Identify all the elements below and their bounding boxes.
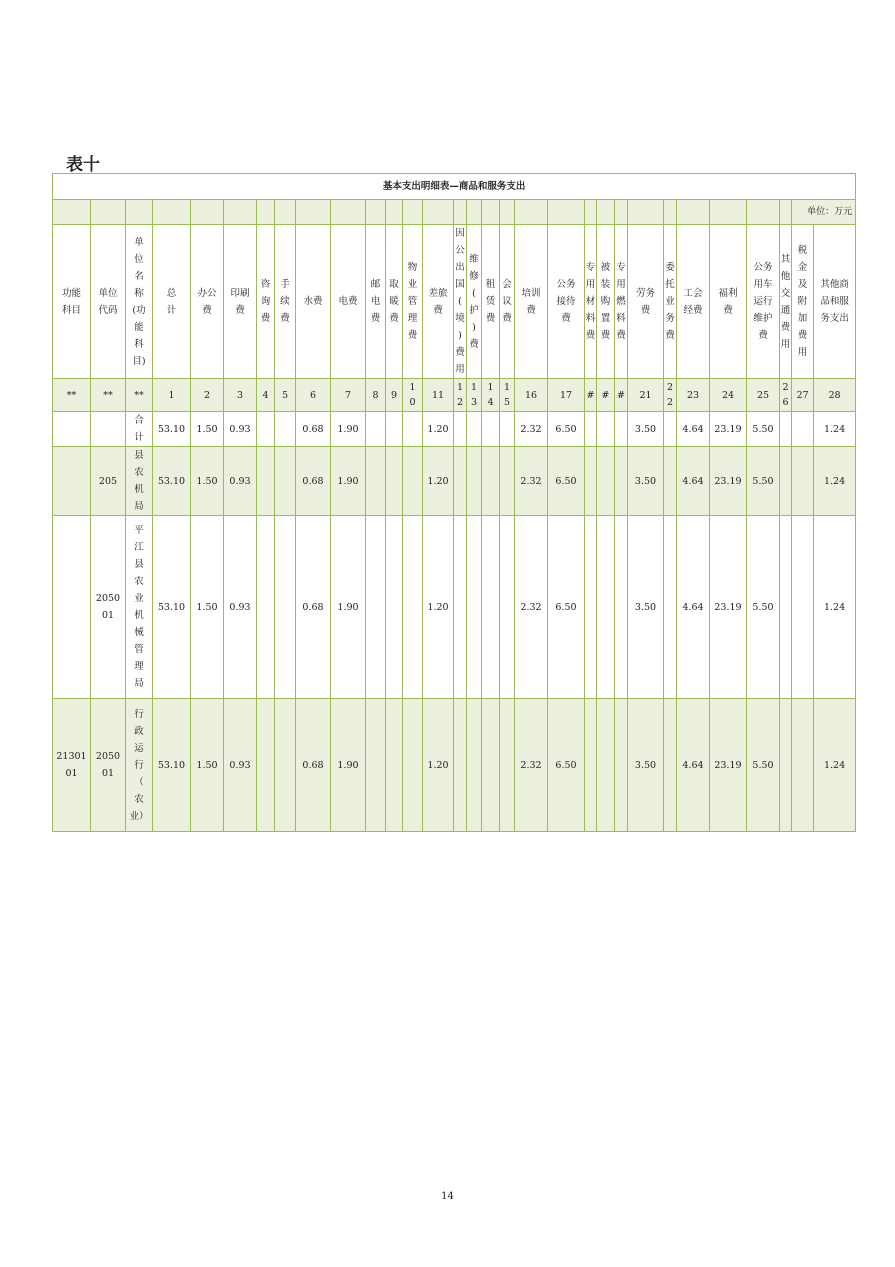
unit-name: 平 江 县 农 业 机 械 管 理 局 — [126, 516, 153, 699]
column-number: 11 — [423, 379, 454, 412]
value-cell — [403, 699, 423, 832]
value-cell: 1.90 — [331, 447, 366, 516]
value-cell — [792, 699, 814, 832]
value-cell: 1.50 — [191, 447, 224, 516]
column-header: 手 续 费 — [275, 225, 296, 379]
column-number: 9 — [386, 379, 403, 412]
value-cell: 1.90 — [331, 699, 366, 832]
column-number: 1 2 — [454, 379, 467, 412]
column-header: 工会 经费 — [677, 225, 710, 379]
value-cell: 0.93 — [224, 447, 257, 516]
value-cell — [597, 699, 615, 832]
blank-cell — [275, 200, 296, 225]
blank-cell — [386, 200, 403, 225]
value-cell: 1.50 — [191, 516, 224, 699]
value-cell — [454, 516, 467, 699]
value-cell — [366, 447, 386, 516]
value-cell — [792, 412, 814, 447]
value-cell: 1.24 — [814, 516, 856, 699]
value-cell: 2.32 — [515, 447, 548, 516]
column-header: 租 赁 费 — [482, 225, 500, 379]
column-header: 公务 用车 运行 维护 费 — [747, 225, 780, 379]
value-cell: 1.24 — [814, 412, 856, 447]
value-cell: 6.50 — [548, 699, 585, 832]
blank-cell — [91, 200, 126, 225]
value-cell: 0.93 — [224, 699, 257, 832]
value-cell — [454, 412, 467, 447]
value-cell — [597, 447, 615, 516]
value-cell — [257, 412, 275, 447]
column-header: 取 暖 费 — [386, 225, 403, 379]
value-cell — [664, 699, 677, 832]
column-number: 1 5 — [500, 379, 515, 412]
column-number: 5 — [275, 379, 296, 412]
value-cell — [482, 699, 500, 832]
column-number: 27 — [792, 379, 814, 412]
value-cell — [403, 516, 423, 699]
value-cell: 0.93 — [224, 516, 257, 699]
blank-cell — [500, 200, 515, 225]
function-code — [53, 516, 91, 699]
table-row — [53, 699, 856, 832]
value-cell: 3.50 — [628, 699, 664, 832]
value-cell — [257, 447, 275, 516]
unit-name: 行 政 运 行 （ 农 业） — [126, 699, 153, 832]
blank-cell — [296, 200, 331, 225]
value-cell — [585, 699, 597, 832]
blank-cell — [482, 200, 500, 225]
unit-code: 2050 01 — [91, 516, 126, 699]
column-header: 其 他 交 通 费 用 — [780, 225, 792, 379]
value-cell — [482, 516, 500, 699]
value-cell: 1.90 — [331, 412, 366, 447]
column-header: 因 公 出 国 ( 境 ) 费 用 — [454, 225, 467, 379]
value-cell — [482, 412, 500, 447]
blank-cell — [628, 200, 664, 225]
column-header: 邮 电 费 — [366, 225, 386, 379]
value-cell — [780, 699, 792, 832]
column-number: 3 — [224, 379, 257, 412]
value-cell: 2.32 — [515, 412, 548, 447]
unit-name: 县 农 机 局 — [126, 447, 153, 516]
column-number: 1 — [153, 379, 191, 412]
title-row — [53, 174, 856, 200]
value-cell: 3.50 — [628, 516, 664, 699]
column-number: ** — [126, 379, 153, 412]
value-cell: 4.64 — [677, 412, 710, 447]
column-number: # — [585, 379, 597, 412]
value-cell — [597, 412, 615, 447]
column-header: 维 修 ( 护 ) 费 — [467, 225, 482, 379]
column-header: 专 用 燃 料 费 — [615, 225, 628, 379]
value-cell — [386, 412, 403, 447]
table-row — [53, 447, 856, 516]
column-number: 17 — [548, 379, 585, 412]
value-cell — [615, 516, 628, 699]
value-cell: 5.50 — [747, 516, 780, 699]
blank-cell — [597, 200, 615, 225]
value-cell — [257, 699, 275, 832]
blank-cell — [454, 200, 467, 225]
header-row — [53, 225, 856, 379]
column-number: # — [615, 379, 628, 412]
value-cell — [386, 699, 403, 832]
value-cell: 0.68 — [296, 516, 331, 699]
value-cell — [386, 516, 403, 699]
value-cell: 5.50 — [747, 447, 780, 516]
value-cell: 53.10 — [153, 412, 191, 447]
value-cell: 5.50 — [747, 699, 780, 832]
column-number: 2 6 — [780, 379, 792, 412]
value-cell — [454, 699, 467, 832]
value-cell: 23.19 — [710, 412, 747, 447]
column-number: 2 2 — [664, 379, 677, 412]
blank-cell — [585, 200, 597, 225]
value-cell — [275, 447, 296, 516]
unit-code — [91, 412, 126, 447]
value-cell: 23.19 — [710, 447, 747, 516]
value-cell — [467, 516, 482, 699]
blank-cell — [664, 200, 677, 225]
column-number: 8 — [366, 379, 386, 412]
value-cell: 1.20 — [423, 699, 454, 832]
value-cell: 4.64 — [677, 699, 710, 832]
blank-cell — [331, 200, 366, 225]
column-header: 其他商 品和服 务支出 — [814, 225, 856, 379]
value-cell: 4.64 — [677, 447, 710, 516]
value-cell — [780, 412, 792, 447]
page-number: 14 — [441, 1191, 454, 1202]
column-number: 25 — [747, 379, 780, 412]
table-row — [53, 412, 856, 447]
column-number: 1 4 — [482, 379, 500, 412]
value-cell — [366, 412, 386, 447]
value-cell — [467, 699, 482, 832]
function-code — [53, 447, 91, 516]
column-header: 办公 费 — [191, 225, 224, 379]
unit-label: 单位：万元 — [792, 200, 856, 225]
function-code: 21301 01 — [53, 699, 91, 832]
value-cell — [366, 699, 386, 832]
blank-cell — [153, 200, 191, 225]
unit-row — [53, 200, 856, 225]
column-header: 会 议 费 — [500, 225, 515, 379]
value-cell — [780, 447, 792, 516]
value-cell: 23.19 — [710, 699, 747, 832]
column-number: 16 — [515, 379, 548, 412]
value-cell — [500, 447, 515, 516]
value-cell: 0.68 — [296, 447, 331, 516]
function-code — [53, 412, 91, 447]
blank-cell — [224, 200, 257, 225]
column-header: 水费 — [296, 225, 331, 379]
value-cell — [597, 516, 615, 699]
column-number: 28 — [814, 379, 856, 412]
value-cell — [780, 516, 792, 699]
value-cell — [500, 699, 515, 832]
table-row — [53, 516, 856, 699]
column-number: 2 — [191, 379, 224, 412]
value-cell — [257, 516, 275, 699]
expenditure-table — [52, 173, 856, 832]
value-cell: 1.24 — [814, 447, 856, 516]
value-cell — [275, 699, 296, 832]
value-cell — [664, 447, 677, 516]
value-cell — [403, 447, 423, 516]
value-cell: 1.20 — [423, 516, 454, 699]
column-number: 6 — [296, 379, 331, 412]
value-cell — [275, 412, 296, 447]
value-cell: 4.64 — [677, 516, 710, 699]
column-header: 物 业 管 理 费 — [403, 225, 423, 379]
unit-code: 2050 01 — [91, 699, 126, 832]
blank-cell — [515, 200, 548, 225]
value-cell — [482, 447, 500, 516]
blank-cell — [53, 200, 91, 225]
column-header: 电费 — [331, 225, 366, 379]
value-cell: 6.50 — [548, 447, 585, 516]
column-header: 被 装 购 置 费 — [597, 225, 615, 379]
blank-cell — [747, 200, 780, 225]
value-cell — [615, 699, 628, 832]
value-cell: 2.32 — [515, 699, 548, 832]
value-cell: 1.24 — [814, 699, 856, 832]
value-cell — [792, 447, 814, 516]
column-number: ** — [53, 379, 91, 412]
column-number: 1 3 — [467, 379, 482, 412]
value-cell — [403, 412, 423, 447]
value-cell — [664, 516, 677, 699]
value-cell — [615, 412, 628, 447]
column-number: 24 — [710, 379, 747, 412]
column-number: 21 — [628, 379, 664, 412]
value-cell: 1.90 — [331, 516, 366, 699]
value-cell: 53.10 — [153, 699, 191, 832]
column-number: ** — [91, 379, 126, 412]
value-cell — [454, 447, 467, 516]
column-number: 23 — [677, 379, 710, 412]
column-number-row — [53, 379, 856, 412]
value-cell: 6.50 — [548, 412, 585, 447]
value-cell — [500, 412, 515, 447]
unit-name: 合 计 — [126, 412, 153, 447]
value-cell: 1.50 — [191, 699, 224, 832]
value-cell — [792, 516, 814, 699]
value-cell: 3.50 — [628, 412, 664, 447]
column-header: 税 金 及 附 加 费 用 — [792, 225, 814, 379]
value-cell — [500, 516, 515, 699]
column-number: # — [597, 379, 615, 412]
value-cell — [585, 447, 597, 516]
value-cell — [366, 516, 386, 699]
value-cell — [386, 447, 403, 516]
column-header: 差旅 费 — [423, 225, 454, 379]
column-header: 培训 费 — [515, 225, 548, 379]
blank-cell — [548, 200, 585, 225]
value-cell: 2.32 — [515, 516, 548, 699]
value-cell — [585, 412, 597, 447]
value-cell: 5.50 — [747, 412, 780, 447]
blank-cell — [366, 200, 386, 225]
value-cell: 53.10 — [153, 447, 191, 516]
column-header: 单位 代码 — [91, 225, 126, 379]
value-cell: 0.68 — [296, 699, 331, 832]
blank-cell — [403, 200, 423, 225]
blank-cell — [191, 200, 224, 225]
unit-code: 205 — [91, 447, 126, 516]
value-cell: 3.50 — [628, 447, 664, 516]
column-number: 1 0 — [403, 379, 423, 412]
blank-cell — [677, 200, 710, 225]
column-header: 福利 费 — [710, 225, 747, 379]
value-cell — [275, 516, 296, 699]
value-cell — [467, 412, 482, 447]
column-header: 咨 询 费 — [257, 225, 275, 379]
value-cell: 6.50 — [548, 516, 585, 699]
table-title: 基本支出明细表—商品和服务支出 — [53, 174, 856, 200]
blank-cell — [467, 200, 482, 225]
value-cell — [585, 516, 597, 699]
blank-cell — [780, 200, 792, 225]
value-cell: 1.20 — [423, 447, 454, 516]
value-cell — [664, 412, 677, 447]
value-cell: 1.20 — [423, 412, 454, 447]
column-number: 7 — [331, 379, 366, 412]
value-cell — [615, 447, 628, 516]
page-heading: 表十 — [66, 155, 100, 175]
value-cell: 1.50 — [191, 412, 224, 447]
column-header: 公务 接待 费 — [548, 225, 585, 379]
column-header: 功能 科目 — [53, 225, 91, 379]
blank-cell — [257, 200, 275, 225]
blank-cell — [710, 200, 747, 225]
column-header: 专 用 材 料 费 — [585, 225, 597, 379]
blank-cell — [615, 200, 628, 225]
column-header: 委 托 业 务 费 — [664, 225, 677, 379]
value-cell: 23.19 — [710, 516, 747, 699]
column-header: 单 位 名 称 (功 能 科 目) — [126, 225, 153, 379]
value-cell: 0.68 — [296, 412, 331, 447]
blank-cell — [126, 200, 153, 225]
value-cell: 53.10 — [153, 516, 191, 699]
value-cell: 0.93 — [224, 412, 257, 447]
column-header: 印刷 费 — [224, 225, 257, 379]
column-header: 总 计 — [153, 225, 191, 379]
column-number: 4 — [257, 379, 275, 412]
value-cell — [467, 447, 482, 516]
blank-cell — [423, 200, 454, 225]
column-header: 劳务 费 — [628, 225, 664, 379]
